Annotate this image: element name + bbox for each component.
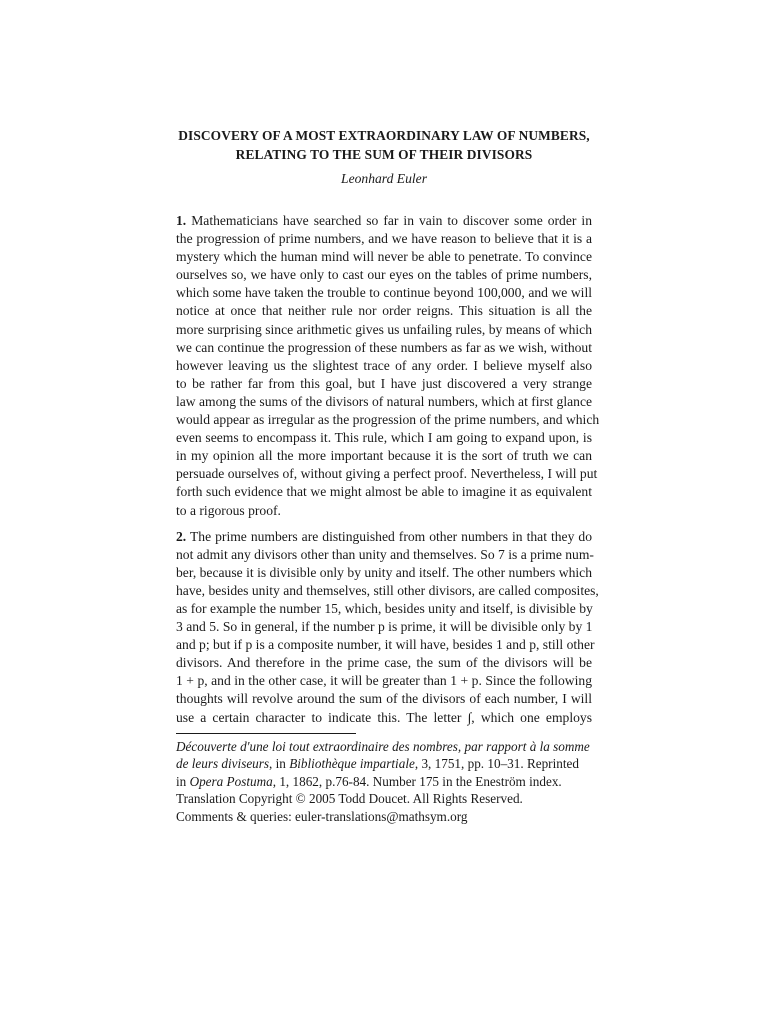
paragraph-line: have, besides unity and themselves, still other divisors, are called composites, — [176, 582, 599, 598]
paragraph-line: ber, because it is divisible only by unity and itself. The other numbers which — [176, 564, 592, 580]
paragraph-line: would appear as irregular as the progression of the prime numbers, and which — [176, 412, 600, 428]
paragraph-line: more surprising since arithmetic gives us unfailing rules, by means of which — [176, 321, 592, 337]
paragraph-line: 3 and 5. So in general, if the number p is prime, it will be divisible only by 1 — [176, 619, 593, 635]
copyright-line: Translation Copyright © 2005 Todd Doucet. All Rights Reserved. — [176, 791, 523, 807]
paragraph-line: forth such evidence that we might almost be able to imagine it as equivalent — [176, 484, 592, 500]
paragraph-line: to a rigorous proof. — [176, 502, 281, 518]
paragraph-line: law among the sums of the divisors of natural numbers, which at first glance — [176, 393, 593, 409]
paragraph-line: mystery which the human mind will never be able to penetrate. To convince — [176, 249, 592, 265]
paragraph-line: however leaving us the slightest trace of any order. I believe myself also — [176, 357, 592, 373]
paragraph-line: ourselves so, we have only to cast our eyes on the tables of prime numbers, — [176, 267, 592, 283]
paragraph-line: to be rather far from this goal, but I have just discovered a very strange — [176, 375, 592, 391]
paragraph-line: which some have taken the trouble to continue beyond 100,000, and we will — [176, 285, 592, 301]
contact-line: Comments & queries: euler-translations@mathsym.org — [176, 809, 468, 824]
paragraph-line: divisors. And therefore in the prime case, the sum of the divisors will be — [176, 655, 592, 671]
section-1-paragraph — [176, 212, 600, 520]
footnote-rule — [176, 733, 356, 734]
paragraph-line: even seems to encompass it. This rule, which I am going to expand upon, is — [176, 430, 592, 446]
footnote-line: in Opera Postuma, 1, 1862, p.76-84. Number 175 in the Eneström index. — [176, 773, 562, 789]
paragraph-line: persuade ourselves of, without giving a perfect proof. Nevertheless, I will put — [176, 466, 598, 482]
document-page — [176, 126, 600, 826]
footnote-line: de leurs diviseurs, in Bibliothèque impartiale, 3, 1751, pp. 10–31. Reprinted — [176, 756, 579, 772]
section-2-paragraph — [176, 528, 599, 727]
paragraph-line: 1 + p, and in the other case, it will be greater than 1 + p. Since the following — [176, 673, 592, 689]
section-number: 1. — [176, 213, 187, 228]
paragraph-line: not admit any divisors other than unity and themselves. So 7 is a prime num- — [176, 546, 594, 562]
paragraph-line: in my opinion all the more important because it is the sort of truth we can — [176, 448, 592, 464]
paragraph-line: as for example the number 15, which, besides unity and itself, is divisible by — [176, 600, 593, 616]
paragraph-line: thoughts will revolve around the sum of the divisors of each number, I will — [176, 691, 592, 707]
paragraph-line: 1. Mathematicians have searched so far in vain to discover some order in — [176, 213, 592, 228]
section-number: 2. — [176, 528, 187, 544]
paragraph-line: we can continue the progression of these numbers as far as we wish, without — [176, 339, 593, 355]
title-line: RELATING TO THE SUM OF THEIR DIVISORS — [235, 147, 533, 162]
author-name: Leonhard Euler — [341, 171, 427, 186]
footnote-line: Découverte d'une loi tout extraordinaire des nombres, par rapport à la somme — [176, 738, 590, 754]
title-line: DISCOVERY OF A MOST EXTRAORDINARY LAW OF NUMBERS, — [178, 128, 590, 143]
paragraph-line: and p; but if p is a composite number, it will have, besides 1 and p, still other — [176, 637, 595, 653]
paragraph-line: the progression of prime numbers, and we have reason to believe that it is a — [176, 231, 592, 247]
footnote — [176, 738, 592, 826]
paragraph-line: notice at once that neither rule nor order reigns. This situation is all the — [176, 303, 592, 319]
paper-title — [176, 126, 592, 164]
paragraph-line: 2. The prime numbers are distinguished from other numbers in that they do — [176, 528, 592, 544]
paragraph-line: use a certain character to indicate this. The letter ∫, which one employs — [176, 709, 592, 725]
